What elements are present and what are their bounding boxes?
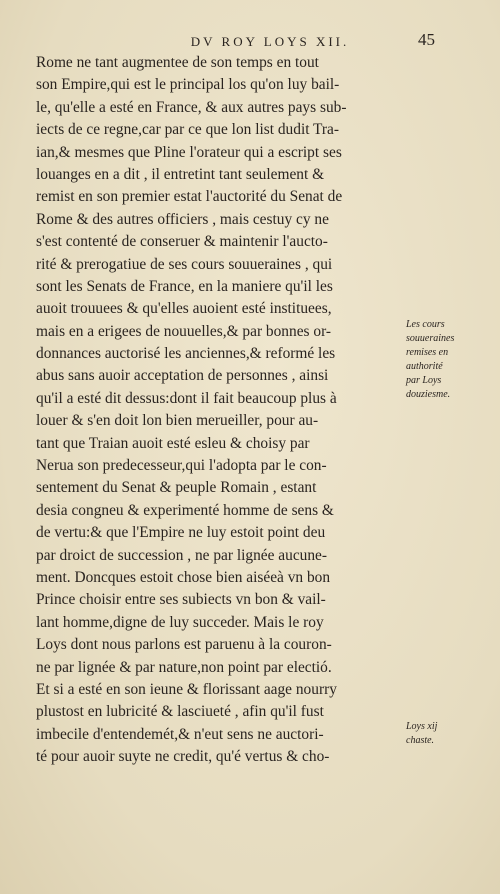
- text-line: remist en son premier estat l'auctorité du Senat de: [36, 188, 343, 206]
- margin-note-loys-chaste: [406, 720, 498, 748]
- text-line: le, qu'elle a esté en France, & aux autres pays sub-: [36, 98, 347, 116]
- text-line: de vertu:& que l'Empire ne luy estoit point deu: [36, 524, 326, 542]
- text-line: qu'il a esté dit dessus:dont il fait beaucoup plus à: [36, 389, 337, 407]
- body-text: [36, 52, 411, 769]
- text-line: louanges en a dit , il entretint tant seulement &: [36, 165, 325, 183]
- text-line: sentement du Senat & peuple Romain , estant: [36, 479, 317, 497]
- text-line: desia congneu & experimenté homme de sens &: [36, 501, 334, 519]
- text-line: son Empire,qui est le principal los qu'on luy bail-: [36, 76, 340, 94]
- margin-note-cours-souueraines: [406, 318, 498, 402]
- text-line: abus sans auoir acceptation de personnes , ainsi: [36, 367, 329, 385]
- text-line: auoit trouuees & qu'elles auoient esté instituees,: [36, 300, 332, 318]
- text-line: ment. Doncques estoit chose bien aiséeà vn bon: [36, 568, 331, 586]
- text-line: Rome & des autres officiers , mais cestuy cy ne: [36, 210, 329, 228]
- text-line: tant que Traian auoit esté esleu & choisy par: [36, 434, 310, 452]
- margin-note-line: Les cours: [406, 319, 445, 330]
- margin-note-line: par Loys: [406, 375, 442, 386]
- text-line: Rome ne tant augmentee de son temps en tout: [36, 54, 319, 71]
- text-line: sont les Senats de France, en la maniere qu'il les: [36, 277, 333, 295]
- margin-note-line: chaste.: [406, 735, 435, 746]
- running-title: DV ROY LOYS XII.: [190, 34, 350, 49]
- text-line: ian,& mesmes que Pline l'orateur qui a escript ses: [36, 143, 342, 161]
- text-line: par droict de succession , ne par lignée aucune-: [36, 546, 328, 564]
- margin-note-line: douziesme.: [406, 389, 451, 400]
- text-line: louer & s'en doit lon bien merueiller, pour au-: [36, 412, 319, 430]
- text-line: Et si a esté en son ieune & florissant aage nourry: [36, 680, 337, 698]
- text-line: s'est contenté de conseruer & maintenir l'aucto-: [36, 233, 328, 251]
- text-line: plustost en lubricité & lasciueté , afin qu'il fust: [36, 703, 324, 721]
- page-number: 45: [418, 30, 435, 49]
- text-line: Nerua son predecesseur,qui l'adopta par le con-: [36, 457, 327, 475]
- text-line: lant homme,digne de luy succeder. Mais le roy: [36, 613, 324, 631]
- text-line: imbecile d'entendemét,& n'eut sens ne auctori-: [36, 725, 324, 743]
- text-line: mais en a erigees de nouuelles,& par bonnes or-: [36, 322, 332, 340]
- text-line: ne par lignée & par nature,non point par electió.: [36, 658, 332, 676]
- margin-note-line: remises en: [406, 347, 449, 358]
- text-line: rité & prerogatiue de ses cours souueraines , qui: [36, 255, 333, 273]
- margin-note-line: Loys xij: [406, 721, 438, 732]
- text-line: iects de ce regne,car par ce que lon list dudit Tra-: [36, 121, 340, 139]
- text-line: donnances auctorisé les anciennes,& reformé les: [36, 345, 336, 363]
- text-line: té pour auoir suyte ne credit, qu'é vertus & cho-: [36, 748, 330, 766]
- margin-note-line: authorité: [406, 361, 443, 372]
- text-line: Loys dont nous parlons est paruenu à la couron-: [36, 636, 332, 654]
- text-line: Prince choisir entre ses subiects vn bon & vail-: [36, 591, 326, 609]
- margin-note-line: souueraines: [406, 333, 455, 344]
